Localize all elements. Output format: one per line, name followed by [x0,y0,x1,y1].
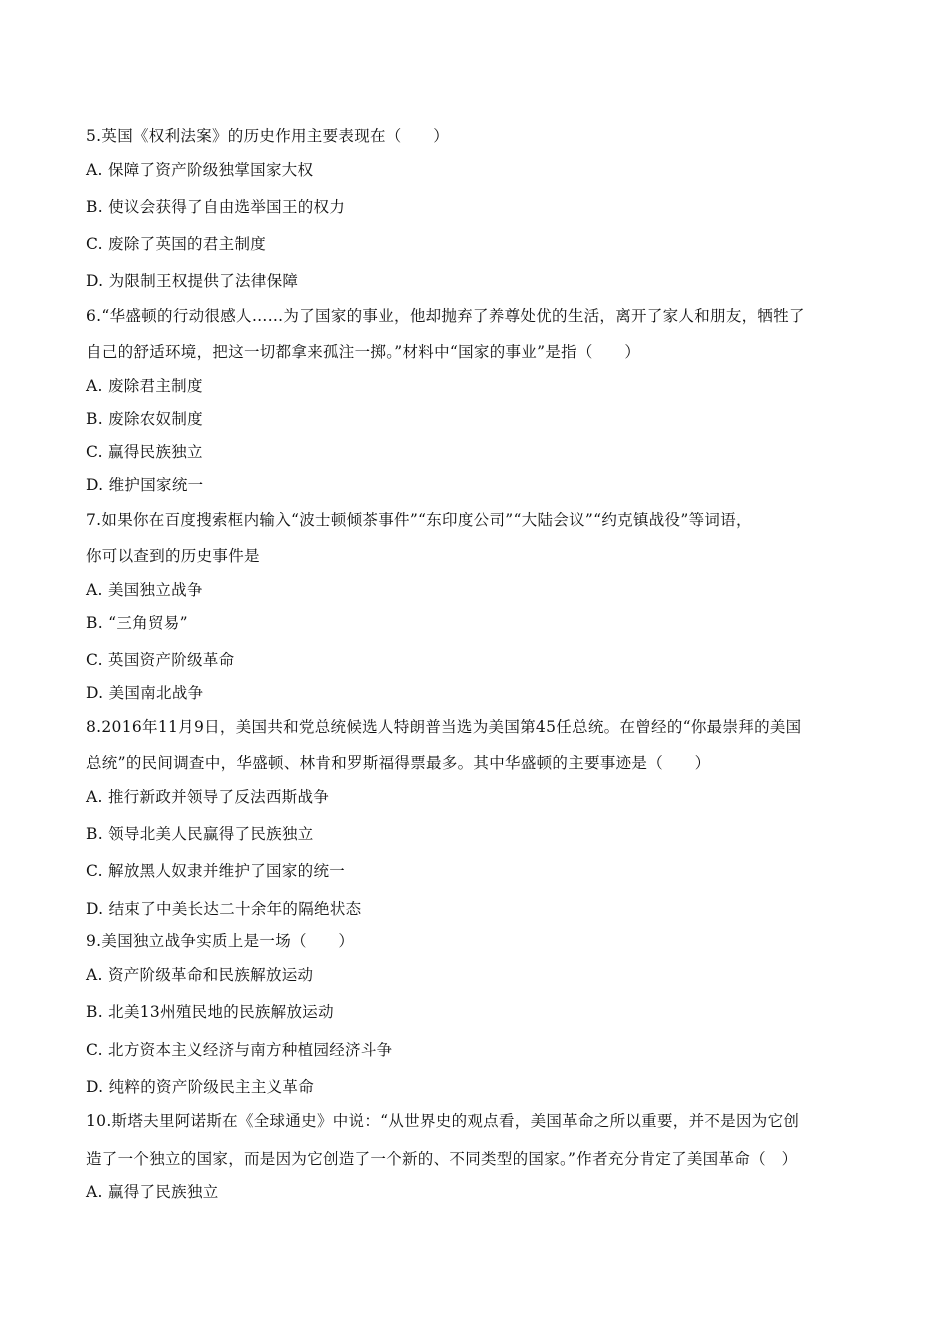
question-8-stem-line-2: 总统”的民间调查中，华盛顿、林肯和罗斯福得票最多。其中华盛顿的主要事迹是（ ） [86,754,711,772]
question-7-option-a: A. 美国独立战争 [86,581,203,599]
question-5-option-d: D. 为限制王权提供了法律保障 [86,272,299,290]
question-9-option-c: C. 北方资本主义经济与南方种植园经济斗争 [86,1041,393,1059]
question-7-option-c: C. 英国资产阶级革命 [86,651,235,669]
question-6-option-b: B. 废除农奴制度 [86,410,203,428]
question-8-option-a: A. 推行新政并领导了反法西斯战争 [86,788,330,806]
question-9-option-d: D. 纯粹的资产阶级民主主义革命 [86,1078,315,1096]
question-7-stem-line-2: 你可以查到的历史事件是 [86,547,260,565]
question-10-option-a: A. 赢得了民族独立 [86,1183,219,1201]
question-9-stem: 9.美国独立战争实质上是一场（ ） [86,932,355,950]
question-10-stem-line-1: 10.斯塔夫里阿诺斯在《全球通史》中说：“从世界史的观点看，美国革命之所以重要，并不是因为它创 [86,1112,800,1130]
question-6-option-c: C. 赢得民族独立 [86,443,203,461]
question-6-stem-line-2: 自己的舒适环境，把这一切都拿来孤注一掷。”材料中“国家的事业”是指（ ） [86,343,641,361]
question-8-option-c: C. 解放黑人奴隶并维护了国家的统一 [86,862,346,880]
question-7-stem-line-1: 7.如果你在百度搜索框内输入“波士顿倾茶事件”“东印度公司”“大陆会议”“约克镇战役”等词语， [86,511,752,529]
question-6-option-a: A. 废除君主制度 [86,377,203,395]
question-5-option-a: A. 保障了资产阶级独掌国家大权 [86,161,314,179]
question-8-stem-line-1: 8.2016年11月9日，美国共和党总统候选人特朗普当选为美国第45任总统。在曾经的“你最崇拜的美国 [86,718,802,736]
question-9-option-a: A. 资产阶级革命和民族解放运动 [86,966,314,984]
question-5-option-c: C. 废除了英国的君主制度 [86,235,267,253]
question-8-option-b: B. 领导北美人民赢得了民族独立 [86,825,314,843]
question-10-stem-line-2: 造了一个独立的国家，而是因为它创造了一个新的、不同类型的国家。”作者充分肯定了美国革命（ ） [86,1150,798,1168]
question-5-stem: 5.英国《权利法案》的历史作用主要表现在（ ） [86,127,449,145]
question-6-stem-line-1: 6.“华盛顿的行动很感人……为了国家的事业，他却抛弃了养尊处优的生活，离开了家人和朋友，牺牲了 [86,307,805,325]
question-6-option-d: D. 维护国家统一 [86,476,204,494]
question-7-option-d: D. 美国南北战争 [86,684,204,702]
question-9-option-b: B. 北美13州殖民地的民族解放运动 [86,1003,334,1021]
question-5-option-b: B. 使议会获得了自由选举国王的权力 [86,198,346,216]
question-7-option-b: B. “三角贸易” [86,614,188,632]
question-8-option-d: D. 结束了中美长达二十余年的隔绝状态 [86,900,362,918]
